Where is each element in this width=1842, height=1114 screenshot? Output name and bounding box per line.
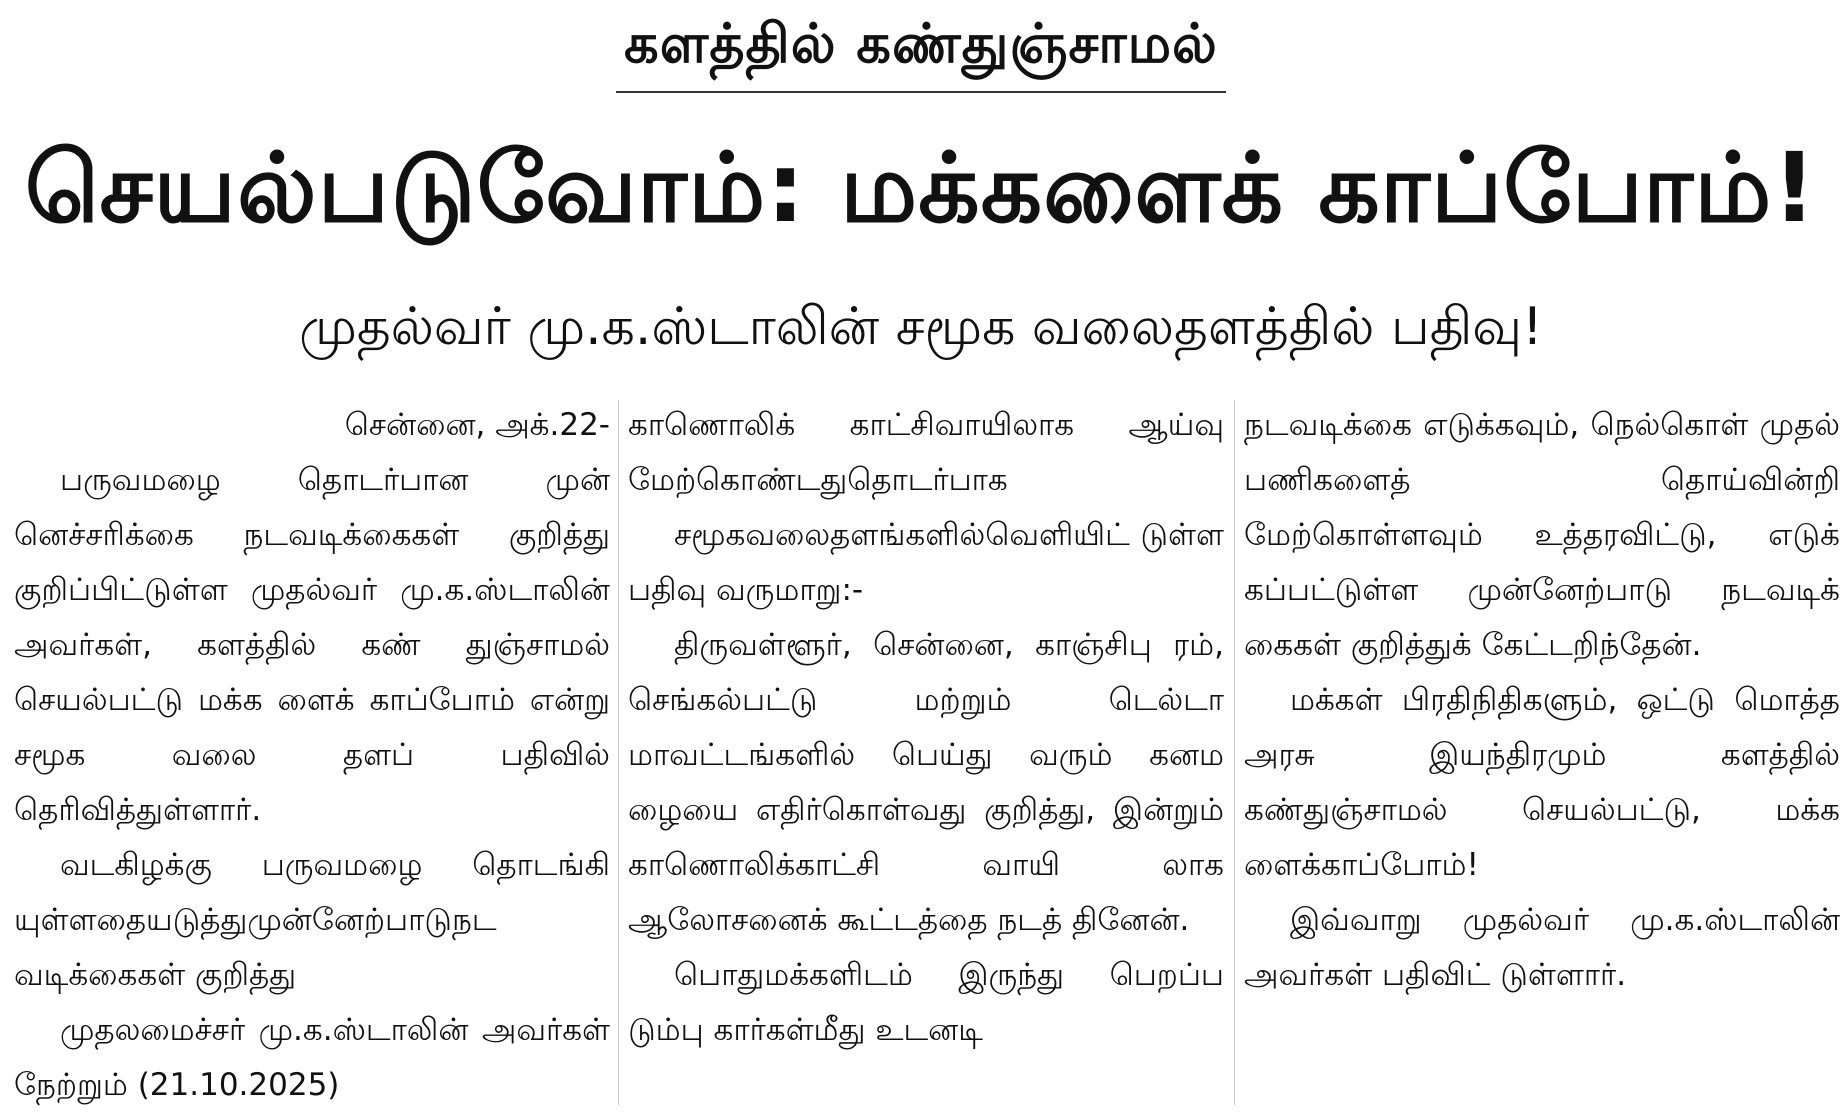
article-paragraph: பொதுமக்களிடம் இருந்து பெறப்ப டும்பு கார்கள்மீது உடனடி xyxy=(628,957,1224,1048)
main-headline: செயல்படுவோம்: மக்களைக் காப்போம்! xyxy=(24,132,1818,244)
article-paragraph: முதலமைச்சர் மு.க.ஸ்டாலின் அவர்கள் நேற்றும் (21.10.2025) xyxy=(14,1012,610,1103)
dateline: சென்னை, அக்.22- xyxy=(344,407,610,443)
article-paragraph: நடவடிக்கை எடுக்கவும், நெல்கொள் முதல் பணிகளைத் தொய்வின்றி மேற்கொள்ளவும் உத்தரவிட்டு, எடுக் கப்பட்டுள்ள முன்னேற்பாடு நடவடிக் கைகள் குறித்துக் கேட்டறிந்தேன். xyxy=(1244,407,1840,663)
article-paragraph: மக்கள் பிரதிநிதிகளும், ஒட்டு மொத்த அரசு இயந்திரமும் களத்தில் கண்துஞ்சாமல் செயல்பட்டு, மக்க ளைக்காப்போம்! xyxy=(1244,682,1840,883)
kicker-text: களத்தில் கண்துஞ்சாமல் xyxy=(616,12,1226,93)
article-paragraph: பருவமழை தொடர்பான முன் னெச்சரிக்கை நடவடிக்கைகள் குறித்து குறிப்பிட்டுள்ள முதல்வர் மு.க.ஸ்டாலின் அவர்கள், களத்தில் கண் துஞ்சாமல் செயல்பட்டு மக்க ளைக் காப்போம் என்று சமூக வலை தளப் பதிவில் தெரிவித்துள்ளார். xyxy=(14,462,610,828)
article-paragraph: சமூகவலைதளங்களில்வெளியிட் டுள்ள பதிவு வருமாறு:- xyxy=(628,517,1224,608)
sub-headline: முதல்வர் மு.க.ஸ்டாலின் சமூக வலைதளத்தில் பதிவு! xyxy=(299,297,1543,357)
article-paragraph: திருவள்ளூர், சென்னை, காஞ்சிபு ரம், செங்கல்பட்டு மற்றும் டெல்டா மாவட்டங்களில் பெய்து வரும் கனம ழையை எதிர்கொள்வது குறித்து, இன்றும் காணொலிக்காட்சி வாயி லாக ஆலோசனைக் கூட்டத்தை நடத் தினேன். xyxy=(628,627,1224,938)
article-column-2 xyxy=(628,398,1224,1058)
column-divider xyxy=(1234,400,1235,1105)
column-divider xyxy=(618,400,619,1105)
article-paragraph: இவ்வாறு முதல்வர் மு.க.ஸ்டாலின் அவர்கள் பதிவிட் டுள்ளார். xyxy=(1244,902,1840,993)
article-column-1 xyxy=(14,398,610,1113)
article-paragraph: வடகிழக்கு பருவமழை தொடங்கி யுள்ளதையடுத்துமுன்னேற்பாடுநட வடிக்கைகள் குறித்து xyxy=(14,847,610,993)
kicker-heading xyxy=(0,12,1842,93)
article-paragraph: காணொலிக் காட்சிவாயிலாக ஆய்வு மேற்கொண்டதுதொடர்பாக xyxy=(628,407,1224,498)
article-column-3 xyxy=(1244,398,1840,1003)
